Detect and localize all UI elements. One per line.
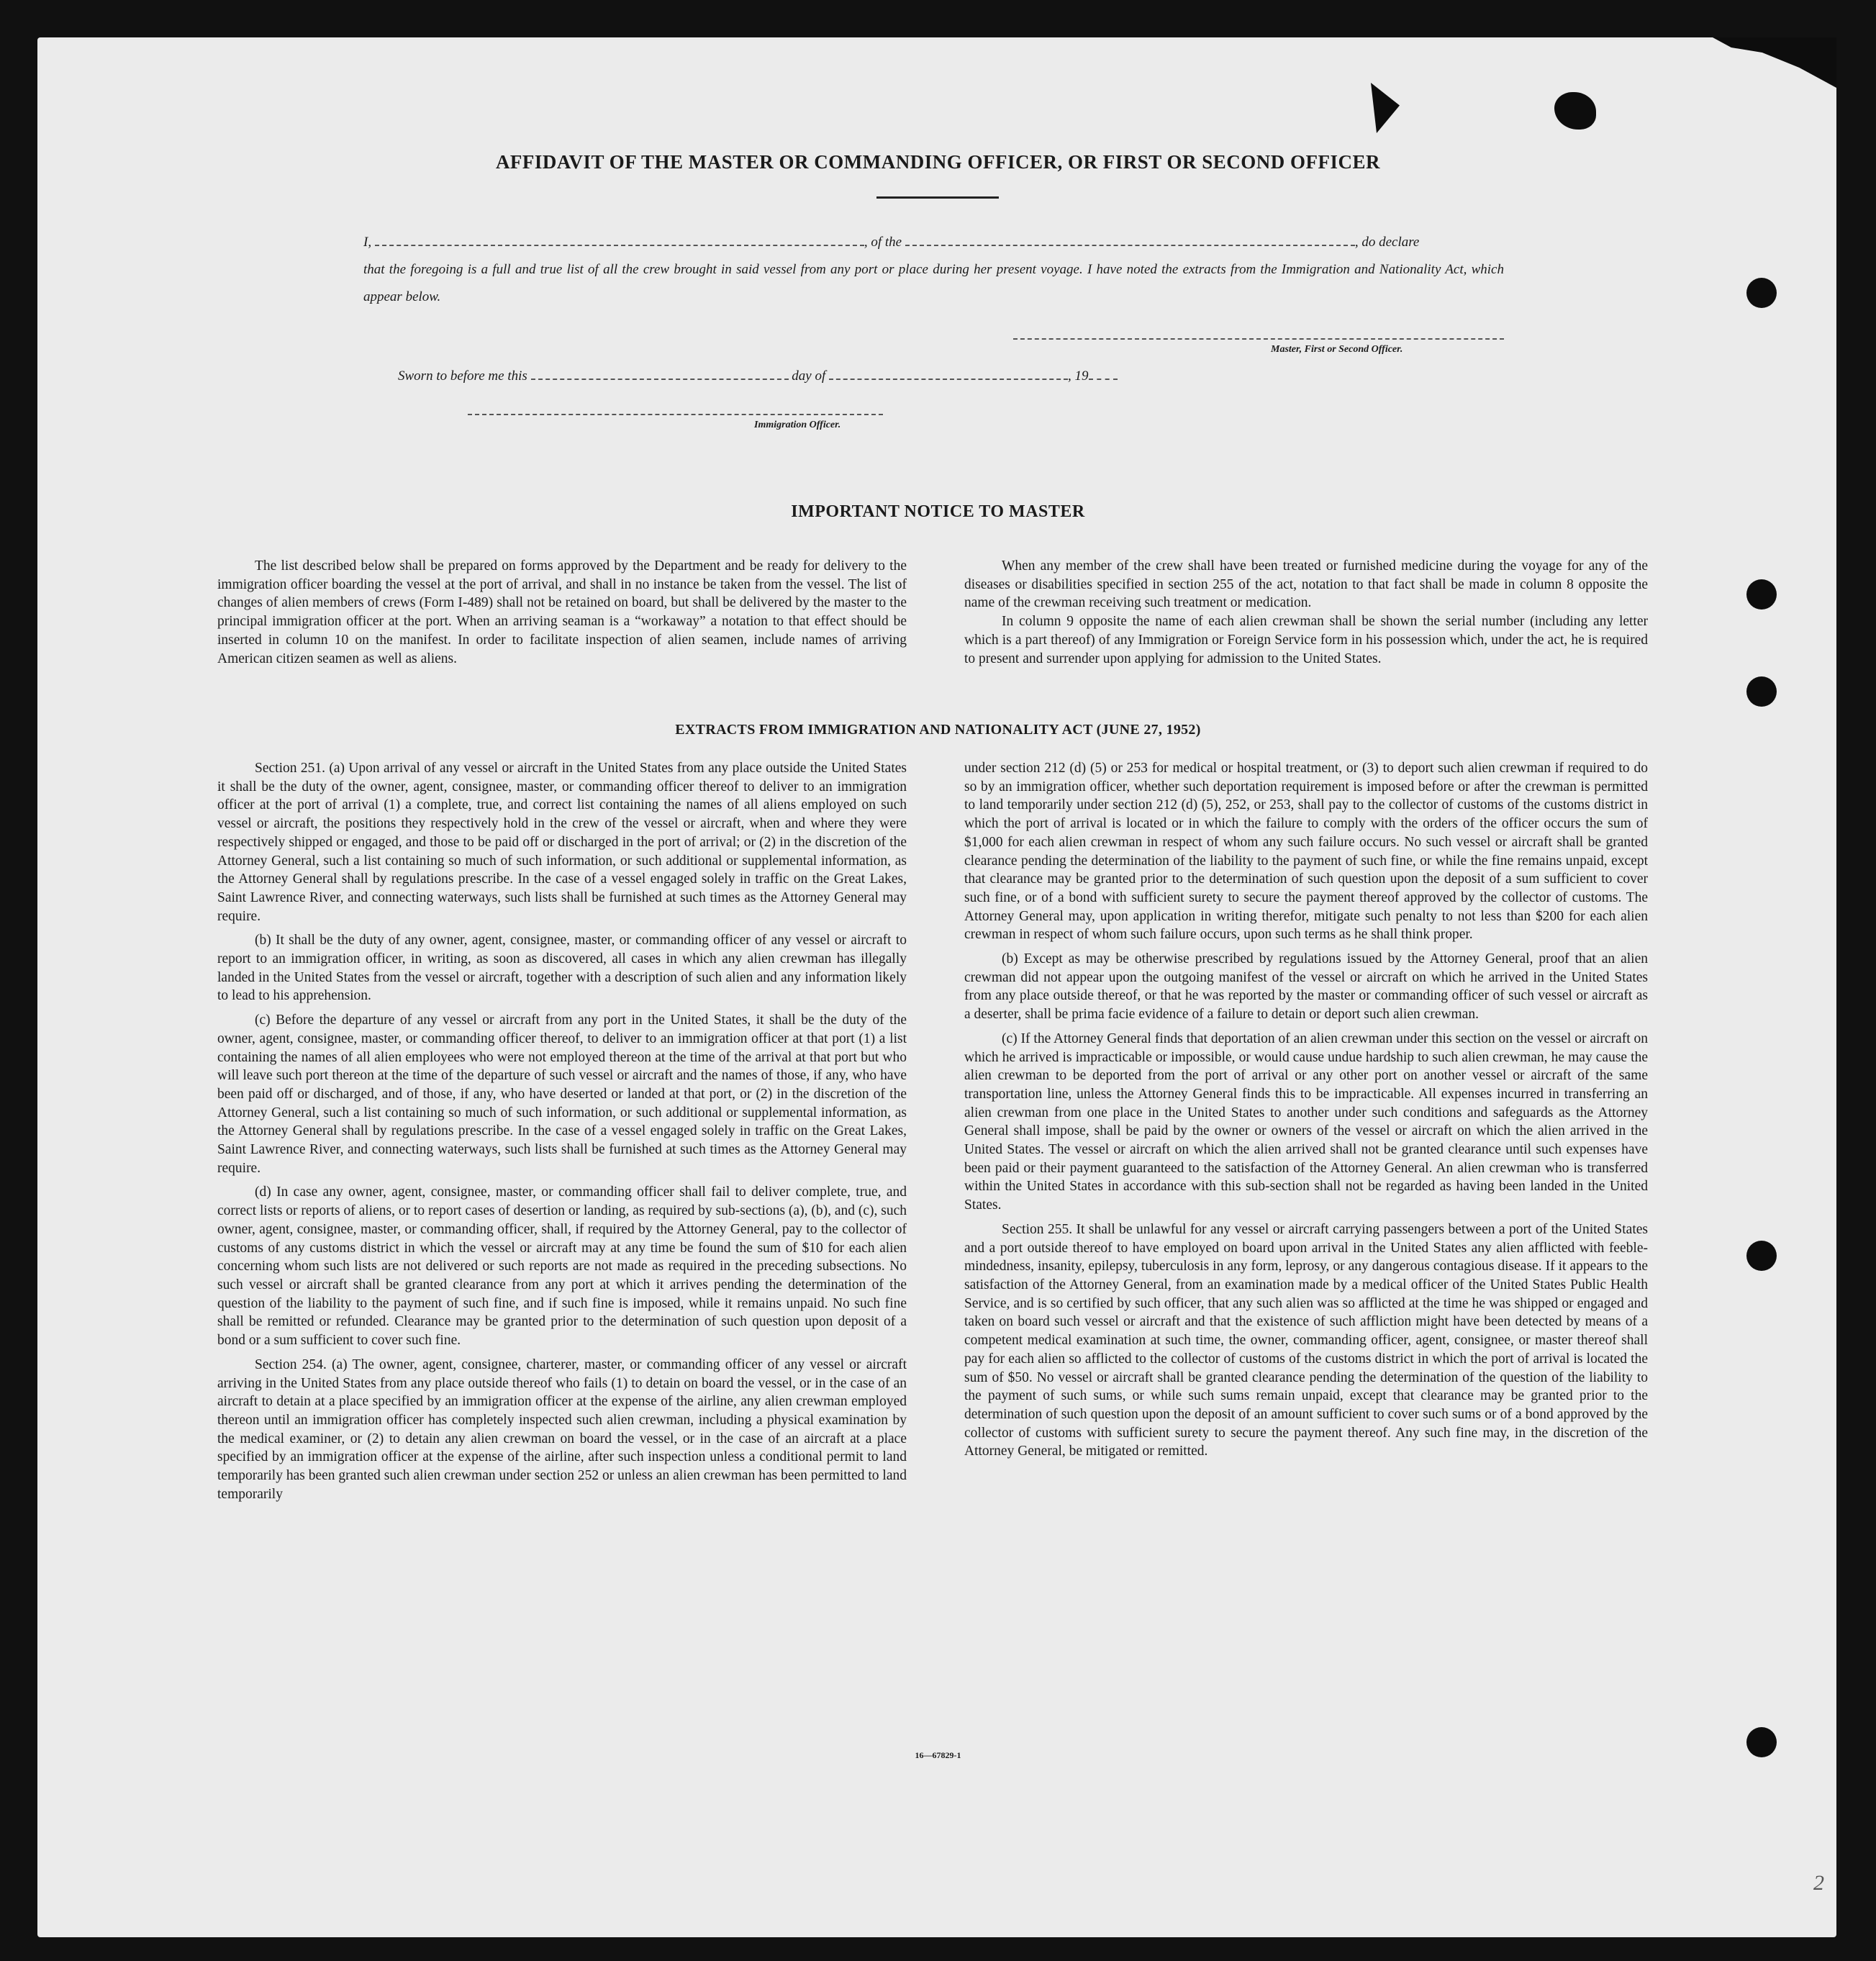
punch-hole bbox=[1746, 1241, 1777, 1271]
notice-paragraph: When any member of the crew shall have been treated or furnished medicine during the voyage for any of the diseases or disabilities specified in section 255 of the act, notation to that fact shall be made in column 8 opposite the name of the crewman receiving such treatment or medication. bbox=[964, 558, 1648, 611]
punch-hole bbox=[1746, 579, 1777, 610]
act-section-paragraph: (d) In case any owner, agent, consignee, master, or commanding officer shall fail to deliver complete, true, and correct lists or reports of aliens, or to report cases of desertion or landing, as required by sub-sections (a), (b), and (c), such owner, agent, consignee, master, or commanding officer, shall, if required by the Attorney General, pay to the collector of customs of any customs district in which the vessel or aircraft may at any time be found the sum of $10 for each alien concerning whom such lists are not delivered or such reports are not made as required in the preceding subsections. No such vessel or aircraft shall be granted clearance from any port at which it arrives pending the determination of the question of the liability to the payment of such fine, and if such fine is imposed, while it remains unpaid. No such fine shall be remitted or refunded. Clearance may be granted prior to the determination of such question upon deposit of a bond or a sum sufficient to cover such fine. bbox=[217, 1185, 907, 1349]
act-section-paragraph: (b) It shall be the duty of any owner, agent, consignee, master, or commanding officer of any vessel or aircraft to report to an immigration officer, in writing, as soon as discovered, all cases in which any alien crewman has illegally landed in the United States from the vessel or aircraft, together with a description of such alien and any information likely to lead to his apprehension. bbox=[217, 933, 907, 1004]
year-blank[interactable] bbox=[1089, 366, 1118, 380]
page-mark: 2 bbox=[1813, 1871, 1824, 1895]
act-section-paragraph: (c) Before the departure of any vessel or aircraft from any port in the United States, it shall be the duty of the owner, agent, consignee, master, or commanding officer thereof, to deliver to an immigration officer at that port (1) a list containing the names of all alien employees who were not employed thereon at the time of the arrival at that port but who will leave such port thereon at the time of the departure of such vessel or aircraft and the names of those, if any, who have been paid off or discharged, and of those, if any, who have deserted or landed at that port, or (2) in the discretion of the Attorney General, such a list containing so much of such information, or such additional or supplemental information, as the Attorney General shall by regulations prescribe. In the case of a vessel engaged solely in traffic on the Great Lakes, Saint Lawrence River, and connecting waterways, such lists shall be furnished at such times as the Attorney General may require. bbox=[217, 1013, 907, 1176]
punch-hole bbox=[1746, 278, 1777, 308]
act-section-paragraph: (c) If the Attorney General finds that deportation of an alien crewman under this section on the vessel or aircraft on which he arrived is impracticable or impossible, or would cause undue hardship to such alien crewman, he may cause the alien crewman to be deported from the port of arrival or any other port on another vessel or aircraft of the same transportation line, unless the Attorney General finds this to be impracticable. All expenses incurred in transferring an alien crewman from one place in the United States to another under such conditions and safeguards as the Attorney General shall impose, shall be paid by the owner or owners of the vessel or aircraft on which the alien arrived in the United States. The vessel or aircraft on which the alien arrived shall not be granted clearance until such expenses have been paid or their payment guaranteed to the satisfaction of the Attorney General. An alien crewman who is transferred within the United States in accordance with this sub-section shall not be regarded as having been landed in the United States. bbox=[964, 1031, 1648, 1213]
form-code: 16—67829-1 bbox=[915, 1750, 961, 1760]
of-the-label: , of the bbox=[864, 235, 902, 250]
act-section-paragraph: Section 255. It shall be unlawful for any vessel or aircraft carrying passengers between a port of the United States and a port outside thereof to have employed on board upon arrival in the United States any alien afflicted with feeble-mindedness, insanity, epilepsy, tuberculosis in any form, leprosy, or any dangerous contagious disease. If it appears to the satisfaction of the Attorney General, from an examination made by a medical officer of the United States Public Health Service, and is so certified by such officer, that any such alien was so afflicted at the time he was shipped or engaged and taken on board such vessel or aircraft and that the existence of such affliction might have been detected by means of a competent medical examination at such time, the owner, commanding officer, agent, consignee, or master thereof shall pay for each alien so afflicted to the collector of customs of the customs district in which the port of arrival is located the sum of $50. No vessel or aircraft shall be granted clearance pending the determination of the question of the liability to the payment of such sums, or while such sums remain unpaid, except that clearance may be granted prior to the determination of such question upon the deposit of an amount sufficient to cover such sums or of a bond approved by the collector of customs with sufficient surety to secure the payment thereof. Any such fine may, in the discretion of the Attorney General, be mitigated or remitted. bbox=[964, 1221, 1648, 1459]
act-section-paragraph: under section 212 (d) (5) or 253 for medical or hospital treatment, or (3) to deport such alien crewman if required to do so by an immigration officer, whether such deportation requirement is imposed before or after the crewman is permitted to land temporarily under section 212 (d) (5), 252, or 253, shall pay to the collector of customs of the customs district in which the port of arrival is located or in which the failure to comply with the orders of the officer occurs the sum of $1,000 for each alien crewman in respect of whom any such failure occurs. No such vessel or aircraft shall be granted clearance pending the determination of the liability to the payment of such fine, or while the fine remains unpaid, except that clearance may be granted prior to the determination of such question upon the deposit of a sum sufficient to cover such fine, or of a bond with sufficient surety to secure the payment thereof approved by the collector of customs. The Attorney General may, upon application in writing therefor, mitigate such penalty to not less than $200 for each alien crewman in respect of whom such failure occurs, upon such terms as he shall think proper. bbox=[964, 761, 1648, 943]
sworn-month-blank[interactable] bbox=[829, 366, 1068, 380]
extracts-title: EXTRACTS FROM IMMIGRATION AND NATIONALITY ACT (JUNE 27, 1952) bbox=[675, 722, 1201, 738]
name-blank-field[interactable] bbox=[375, 232, 864, 246]
sworn-line bbox=[398, 366, 1118, 384]
do-declare-label: , do declare bbox=[1354, 235, 1420, 250]
notice-paragraph: In column 9 opposite the name of each alien crewman shall be shown the serial number (including any letter which is a part thereof) of any Immigration or Foreign Service form in his possession which, under the act, he is required to present and surrender upon applying for admission to the United States. bbox=[964, 614, 1648, 666]
immigration-officer-signature-line[interactable] bbox=[468, 414, 883, 415]
notice-right-column bbox=[964, 557, 1648, 668]
day-of-label: day of bbox=[792, 368, 826, 384]
year-prefix-label: , 19 bbox=[1068, 368, 1089, 384]
declare-i-label: I, bbox=[363, 235, 372, 250]
affidavit-title: AFFIDAVIT OF THE MASTER OR COMMANDING OFFICER, OR FIRST OR SECOND OFFICER bbox=[495, 151, 1381, 173]
title-divider bbox=[876, 196, 999, 199]
sworn-label: Sworn to before me this bbox=[398, 368, 527, 384]
act-section-paragraph: Section 251. (a) Upon arrival of any vessel or aircraft in the United States from any place outside the United States it shall be the duty of the owner, agent, consignee, master, or commanding officer thereof to deliver to an immigration officer at the port of arrival (1) a complete, true, and correct list containing the names of all aliens employed on such vessel or aircraft, the positions they respectively hold in the crew of the vessel or aircraft, when and where they were respectively shipped or engaged, and those to be paid off or discharged in the port of arrival; or (2) in the discretion of the Attorney General, such a list containing so much of such information, or such additional or supplemental information, as the Attorney General shall by regulations prescribe. In the case of a vessel engaged solely in traffic on the Great Lakes, Saint Lawrence River, and connecting waterways, such lists shall be furnished at such times as the Attorney General may require. bbox=[217, 761, 907, 924]
immigration-officer-caption: Immigration Officer. bbox=[754, 420, 841, 430]
notice-title: IMPORTANT NOTICE TO MASTER bbox=[791, 502, 1085, 521]
punch-hole bbox=[1746, 676, 1777, 707]
vessel-blank-field[interactable] bbox=[905, 232, 1355, 246]
sworn-day-blank[interactable] bbox=[531, 366, 789, 380]
declaration-line bbox=[363, 229, 1504, 256]
notice-left-column bbox=[217, 557, 907, 668]
act-section-paragraph: Section 254. (a) The owner, agent, consignee, charterer, master, or commanding officer of any vessel or aircraft arriving in the United States from any place outside thereof who fails (1) to detain on board the vessel, or in the case of an aircraft to detain at a place specified by an immigration officer at the expense of the airline, any alien crewman employed thereon until an immigration officer has completely inspected such alien crewman, including a physical examination by the medical examiner, or (2) to detain any alien crewman on board the vessel, or in the case of an aircraft at a place specified by an immigration officer at the expense of the airline, after such inspection unless a conditional permit to land temporarily has been granted such alien crewman under section 252 or unless an alien crewman has been permitted to land temporarily bbox=[217, 1357, 907, 1502]
notice-paragraph: The list described below shall be prepared on forms approved by the Department and be ready for delivery to the immigration officer boarding the vessel at the port of arrival, and shall in no instance be taken from the vessel. The list of changes of alien members of crews (Form I-489) shall not be retained on board, but shall be delivered by the master to the principal immigration officer at the port. When an arriving seaman is a “workaway” a notation to that effect should be inserted in column 10 on the manifest. In order to facilitate inspection of alien seamen, include names of arriving American citizen seamen as well as aliens. bbox=[217, 558, 907, 666]
act-section-paragraph: (b) Except as may be otherwise prescribed by regulations issued by the Attorney General, proof that an alien crewman did not appear upon the outgoing manifest of the vessel or aircraft on which he arrived in the United States from any place outside thereof, or that he was reported by the master or commanding officer of such vessel or aircraft as a deserter, shall be prima facie evidence of a failure to detain or deport such alien crewman. bbox=[964, 951, 1648, 1023]
declaration-text: that the foregoing is a full and true list of all the crew brought in said vessel from any port or place during her present voyage. I have noted the extracts from the Immigration and Nationality Act, which appear below. bbox=[363, 262, 1504, 304]
declaration-block bbox=[363, 229, 1504, 311]
master-signature-caption: Master, First or Second Officer. bbox=[1271, 344, 1403, 355]
extracts-right-column bbox=[964, 759, 1648, 1467]
master-signature-line[interactable] bbox=[1013, 338, 1504, 340]
extracts-left-column bbox=[217, 759, 907, 1509]
